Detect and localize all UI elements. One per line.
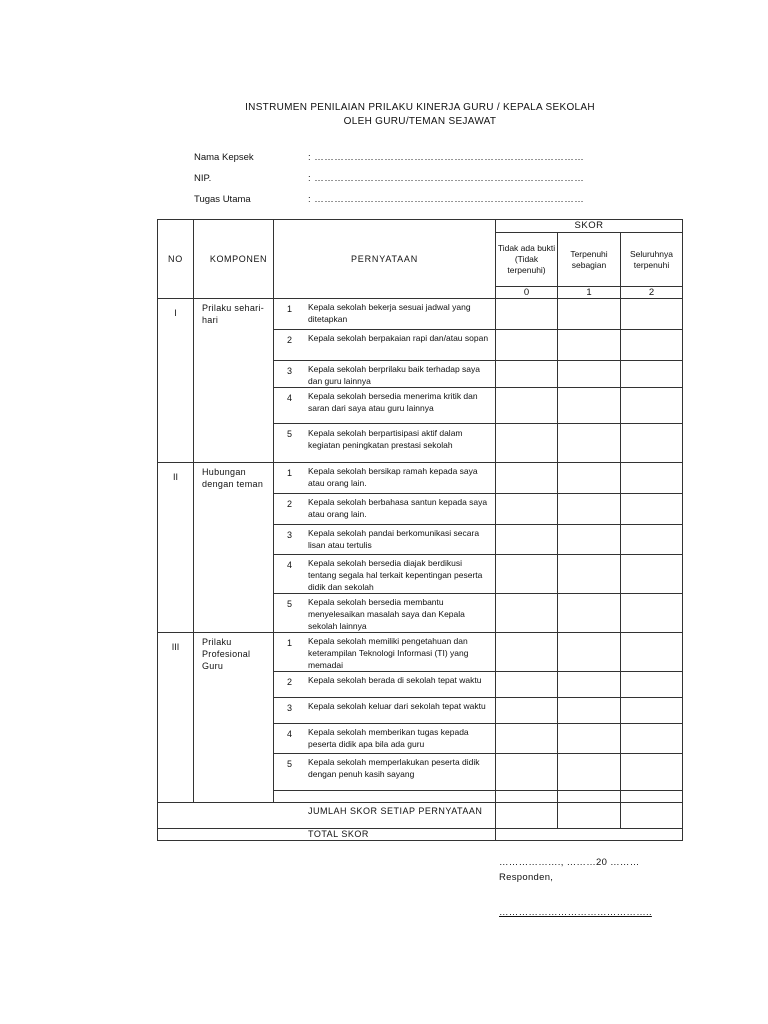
identity-row-nip xyxy=(194,173,584,184)
statement-number: 4 xyxy=(287,560,293,570)
statement-text: Kepala sekolah berprilaku baik terhadap saya dan guru lainnya xyxy=(308,364,481,386)
statement-number: 5 xyxy=(287,599,293,609)
score-cell-0[interactable] xyxy=(496,361,558,388)
score-cell-0[interactable] xyxy=(496,754,558,791)
score-cell-1[interactable] xyxy=(558,361,621,388)
statement-number: 3 xyxy=(287,530,293,540)
statement-cell xyxy=(274,361,496,388)
score-cell-1[interactable] xyxy=(558,594,621,633)
score-cell-2[interactable] xyxy=(621,555,683,594)
statement-cell xyxy=(274,754,496,791)
score-cell-1[interactable] xyxy=(558,754,621,791)
score-cell-0[interactable] xyxy=(496,633,558,672)
statement-text: Kepala sekolah bersedia diajak berdikusi tentang segala hal terkait kepentingan peserta didik dan sekolah xyxy=(308,558,483,592)
statement-cell xyxy=(274,698,496,724)
statement-cell xyxy=(274,388,496,424)
statement-cell xyxy=(274,330,496,361)
statement-number: 4 xyxy=(287,729,293,739)
statement-text: Kepala sekolah bersedia membantu menyelesaikan masalah saya dan Kepala sekolah lainnya xyxy=(308,597,465,631)
document-title xyxy=(0,101,768,129)
total-skor-cell[interactable] xyxy=(496,829,683,841)
skor-col-value: 1 xyxy=(558,287,621,299)
identity-row-tugas xyxy=(194,194,584,205)
total-row xyxy=(158,829,683,841)
score-cell-0[interactable] xyxy=(496,463,558,494)
header-komponen: KOMPONEN xyxy=(194,220,274,299)
table-row xyxy=(158,463,683,494)
group-komponen: Prilaku sehari-hari xyxy=(194,299,274,463)
table-row xyxy=(158,633,683,672)
score-cell-2[interactable] xyxy=(621,672,683,698)
score-cell-1[interactable] xyxy=(558,494,621,525)
score-cell-0[interactable] xyxy=(496,299,558,330)
score-cell-2[interactable] xyxy=(621,633,683,672)
score-cell-2[interactable] xyxy=(621,724,683,754)
identity-value-field[interactable]: : ……………………………………………………………………… xyxy=(308,194,585,205)
identity-value-field[interactable]: : ……………………………………………………………………… xyxy=(308,152,585,163)
score-cell-2[interactable] xyxy=(621,698,683,724)
skor-col-value: 0 xyxy=(496,287,558,299)
jumlah-row xyxy=(158,803,683,829)
score-cell-0[interactable] xyxy=(496,330,558,361)
statement-text: Kepala sekolah berada di sekolah tepat waktu xyxy=(308,675,482,685)
date-line[interactable]: ………………., ………20 ……… xyxy=(499,857,640,868)
score-cell-1[interactable] xyxy=(558,299,621,330)
score-cell-0[interactable] xyxy=(496,494,558,525)
score-cell-2[interactable] xyxy=(621,594,683,633)
statement-number: 5 xyxy=(287,759,293,769)
score-cell-2[interactable] xyxy=(621,299,683,330)
statement-number: 1 xyxy=(287,468,293,478)
score-cell-2[interactable] xyxy=(621,330,683,361)
score-cell-0[interactable] xyxy=(496,724,558,754)
score-cell-1[interactable] xyxy=(558,791,621,803)
statement-cell xyxy=(274,633,496,672)
score-cell-0[interactable] xyxy=(496,424,558,463)
assessment-table xyxy=(157,219,683,841)
identity-label: Nama Kepsek xyxy=(194,152,254,163)
header-row xyxy=(158,220,683,233)
statement-text: Kepala sekolah bekerja sesuai jadwal yang ditetapkan xyxy=(308,302,471,324)
score-cell-1[interactable] xyxy=(558,388,621,424)
statement-text: Kepala sekolah berpakaian rapi dan/atau sopan xyxy=(308,333,489,343)
table-row xyxy=(158,299,683,330)
score-cell-1[interactable] xyxy=(558,724,621,754)
statement-cell xyxy=(274,463,496,494)
statement-cell xyxy=(274,525,496,555)
statement-cell xyxy=(274,672,496,698)
score-cell-0[interactable] xyxy=(496,698,558,724)
score-cell-2[interactable] xyxy=(621,361,683,388)
jumlah-cell-2[interactable] xyxy=(621,803,683,829)
statement-cell xyxy=(274,494,496,525)
identity-row-nama xyxy=(194,152,584,163)
score-cell-1[interactable] xyxy=(558,555,621,594)
statement-number: 2 xyxy=(287,335,293,345)
statement-text: Kepala sekolah memberikan tugas kepada peserta didik apa bila ada guru xyxy=(308,727,469,749)
jumlah-cell-1[interactable] xyxy=(558,803,621,829)
group-komponen: Hubungan dengan teman xyxy=(194,463,274,633)
statement-cell xyxy=(274,424,496,463)
skor-col-value: 2 xyxy=(621,287,683,299)
statement-number: 5 xyxy=(287,429,293,439)
score-cell-0[interactable] xyxy=(496,555,558,594)
statement-number: 4 xyxy=(287,393,293,403)
score-cell-0[interactable] xyxy=(496,672,558,698)
statement-text: Kepala sekolah keluar dari sekolah tepat waktu xyxy=(308,701,486,711)
statement-cell xyxy=(274,555,496,594)
empty-statement-cell xyxy=(274,791,496,803)
skor-col-label: Tidak ada bukti (Tidak terpenuhi) xyxy=(496,233,558,287)
total-skor-label: TOTAL SKOR xyxy=(158,829,496,841)
statement-text: Kepala sekolah bersedia menerima kritik dan saran dari saya atau guru lainnya xyxy=(308,391,478,413)
skor-col-label: Seluruhnya terpenuhi xyxy=(621,233,683,287)
score-cell-1[interactable] xyxy=(558,698,621,724)
score-cell-2[interactable] xyxy=(621,754,683,791)
header-pernyataan: PERNYATAAN xyxy=(274,220,496,299)
score-cell-0[interactable] xyxy=(496,791,558,803)
statement-cell xyxy=(274,299,496,330)
score-cell-2[interactable] xyxy=(621,388,683,424)
statement-text: Kepala sekolah memperlakukan peserta didik dengan penuh kasih sayang xyxy=(308,757,480,779)
statement-text: Kepala sekolah berpartisipasi aktif dalam kegiatan peningkatan prestasi sekolah xyxy=(308,428,463,450)
statement-text: Kepala sekolah pandai berkomunikasi secara lisan atau tertulis xyxy=(308,528,480,550)
statement-cell xyxy=(274,724,496,754)
score-cell-0[interactable] xyxy=(496,525,558,555)
score-cell-1[interactable] xyxy=(558,525,621,555)
header-skor: SKOR xyxy=(496,220,683,233)
score-cell-1[interactable] xyxy=(558,633,621,672)
score-cell-1[interactable] xyxy=(558,672,621,698)
group-number: I xyxy=(158,299,194,463)
group-komponen: Prilaku Profesional Guru xyxy=(194,633,274,803)
score-cell-1[interactable] xyxy=(558,424,621,463)
statement-number: 3 xyxy=(287,366,293,376)
responden-label: Responden, xyxy=(499,872,554,883)
score-cell-2[interactable] xyxy=(621,424,683,463)
score-cell-2[interactable] xyxy=(621,494,683,525)
score-cell-0[interactable] xyxy=(496,388,558,424)
score-cell-1[interactable] xyxy=(558,463,621,494)
statement-number: 3 xyxy=(287,703,293,713)
identity-label: NIP. xyxy=(194,173,212,184)
statement-number: 1 xyxy=(287,638,293,648)
score-cell-2[interactable] xyxy=(621,463,683,494)
identity-value-field[interactable]: : ……………………………………………………………………… xyxy=(308,173,585,184)
score-cell-2[interactable] xyxy=(621,791,683,803)
title-line-2: OLEH GURU/TEMAN SEJAWAT xyxy=(343,116,497,127)
identity-label: Tugas Utama xyxy=(194,194,251,205)
header-no: NO xyxy=(158,220,194,299)
jumlah-skor-label: JUMLAH SKOR SETIAP PERNYATAAN xyxy=(158,803,496,829)
score-cell-1[interactable] xyxy=(558,330,621,361)
group-number: II xyxy=(158,463,194,633)
statement-text: Kepala sekolah memiliki pengetahuan dan keterampilan Teknologi Informasi (TI) yang memadai xyxy=(308,636,469,670)
statement-number: 2 xyxy=(287,499,293,509)
statement-number: 1 xyxy=(287,304,293,314)
group-number: III xyxy=(158,633,194,803)
statement-text: Kepala sekolah bersikap ramah kepada saya atau orang lain. xyxy=(308,466,478,488)
statement-number: 2 xyxy=(287,677,293,687)
jumlah-cell-0[interactable] xyxy=(496,803,558,829)
signature-line[interactable]: ……………………………………….. xyxy=(499,907,652,918)
score-cell-0[interactable] xyxy=(496,594,558,633)
score-cell-2[interactable] xyxy=(621,525,683,555)
statement-text: Kepala sekolah berbahasa santun kepada saya atau orang lain. xyxy=(308,497,488,519)
skor-col-label: Terpenuhi sebagian xyxy=(558,233,621,287)
statement-cell xyxy=(274,594,496,633)
title-line-1: INSTRUMEN PENILAIAN PRILAKU KINERJA GURU / KEPALA SEKOLAH xyxy=(245,102,595,113)
